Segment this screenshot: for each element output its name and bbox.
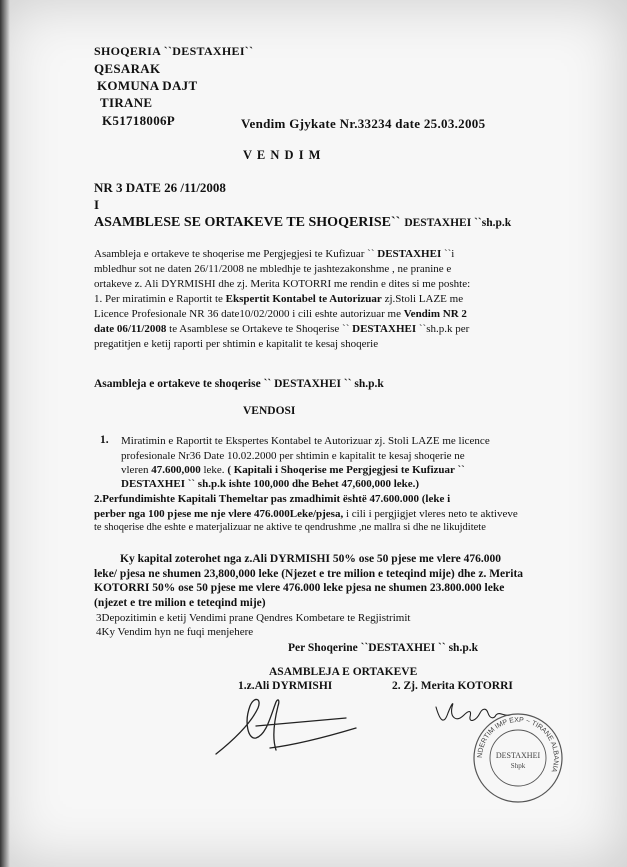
item-2-line-2 (94, 507, 518, 521)
intro-line-6d: ``sh.p.k per (418, 323, 470, 335)
item-1-line-3b: 47.600,000 (151, 464, 201, 476)
intro-line-1c: ``i (443, 248, 455, 260)
intro-line-4b: Ekspertit Kontabel te Autorizuar (225, 293, 382, 305)
partner-2-name: 2. Zj. Merita KOTORRI (392, 680, 513, 692)
item-1-line-3d: ( Kapitali i Shoqerise me Pergjegjesi te Kufizuar `` (227, 464, 465, 476)
partner-1-name: 1.z.Ali DYRMISHI (238, 680, 333, 692)
company-stamp (470, 710, 566, 806)
capital-line-3: KOTORRI 50% ose 50 pjese me vlere 476.000 leke pjesa ne shumen 23.800.000 leke (94, 582, 505, 594)
nipt-number: K51718006P (102, 113, 176, 128)
intro-line-5b: Vendim NR 2 (403, 308, 467, 320)
stamp-ring-text: NDERTIM IMP EXP ~ TIRANE ALBANIA (476, 716, 560, 773)
intro-line-1a: Asambleja e ortakeve te shoqerise me Pergjegjesi te Kufizuar `` (94, 248, 375, 260)
city: TIRANE (100, 95, 153, 110)
item-1-line-4: DESTAXHEI `` sh.p.k ishte 100,000 dhe Behet 47,600,000 leke.) (121, 478, 420, 490)
stamp-center-type: Shpk (510, 762, 526, 770)
item-1-number: 1. (100, 434, 109, 446)
item-1-line-3a: vleren (121, 464, 149, 476)
item-2-line-2b: 476.000Leke/pjesa, (253, 508, 344, 520)
intro-line-6b: te Asamblese se Ortakeve te Shoqerise `` (169, 323, 350, 335)
assembly-line: Asambleja e ortakeve te shoqerise `` DESTAXHEI `` sh.p.k (94, 378, 384, 390)
item-2-line-2c: i cili i pergjigjet vleres neto te aktiveve (345, 508, 518, 520)
item-1-line-3 (121, 463, 465, 477)
capital-line-4: (njezet e tre milion e teteqind mije) (94, 597, 266, 609)
item-1-line-1: Miratimin e Raportit te Ekspertes Kontabel te Autorizuar zj. Stoli LAZE me licence (121, 435, 490, 447)
commune: KOMUNA DAJT (97, 78, 198, 93)
decision-number: NR 3 DATE 26 /11/2008 (94, 180, 226, 195)
intro-line-5a: Licence Profesionale NR 36 date10/02/2000 i cili eshte autorizuar me (94, 308, 401, 320)
capital-line-1: Ky kapital zoterohet nga z.Ali DYRMISHI 50% ose 50 pjese me vlere 476.000 (120, 553, 501, 565)
intro-line-4c: zj.Stoli LAZE me (384, 293, 464, 305)
intro-line-7: pregatitjen e ketij raporti per shtimin e kapitalit te kesaj shoqerie (94, 338, 379, 350)
intro-line-6 (94, 322, 469, 336)
capital-line-2: leke/ pjesa ne shumen 23,800,000 leke (Njezet e tre milion e teteqind mije) dhe z. Merita (94, 568, 524, 580)
assembly-heading (94, 213, 511, 231)
intro-line-3: ortakeve z. Ali DYRMISHI dhe zj. Merita KOTORRI me rendin e dites si me poshte: (94, 278, 471, 290)
item-2-line-2a: perber nga 100 pjese me nje vlere (94, 508, 252, 520)
decides-heading: VENDOSI (243, 405, 296, 417)
item-3: 3Depozitimin e ketij Vendimi prane Qendres Kombetare te Regjistrimit (96, 612, 411, 624)
company-name: SHOQERIA ``DESTAXHEI`` (94, 44, 254, 58)
assembly-signature-title: ASAMBLEJA E ORTAKEVE (269, 666, 418, 678)
intro-line-4 (94, 292, 463, 306)
signature-ali-dyrmishi (196, 688, 376, 763)
intro-line-2: mbledhur sot ne daten 26/11/2008 ne mbledhje te jashtezakonshme , ne pranine e (94, 263, 452, 275)
scan-edge-shadow (0, 0, 10, 867)
item-2-line-3: te shoqerise dhe eshte e materjalizuar ne aktive te qendrushme ,ne mallra si dhe ne likujditete (94, 522, 486, 533)
document-title: V E N D I M (243, 148, 322, 162)
intro-line-6a: date 06/11/2008 (94, 323, 167, 335)
court-decision: Vendim Gjykate Nr.33234 date 25.03.2005 (241, 116, 486, 131)
intro-line-6c: DESTAXHEI (352, 323, 417, 335)
place: QESARAK (94, 61, 161, 76)
roman-numeral: I (94, 197, 100, 212)
intro-line-1 (94, 247, 454, 261)
for-company-line: Per Shoqerine ``DESTAXHEI `` sh.p.k (288, 642, 478, 654)
intro-line-5 (94, 307, 467, 321)
item-4: 4Ky Vendim hyn ne fuqi menjehere (96, 626, 254, 638)
stamp-center-name: DESTAXHEI (495, 751, 541, 760)
intro-line-4a: 1. Per miratimin e Raportit te (94, 293, 223, 305)
item-1-line-2: profesionale Nr36 Date 10.02.2000 per shtimin e kapitalit te kesaj shoqerie ne (121, 450, 465, 462)
item-1-line-3c: leke. (203, 464, 225, 476)
assembly-heading-main: ASAMBLESE SE ORTAKEVE TE SHOQERISE`` (94, 215, 401, 230)
assembly-heading-company: DESTAXHEI ``sh.p.k (404, 217, 512, 229)
intro-line-1b: DESTAXHEI (377, 248, 442, 260)
item-2-line-1: 2.Perfundimishte Kapitali Themeltar pas zmadhimit është 47.600.000 (leke i (94, 493, 451, 505)
